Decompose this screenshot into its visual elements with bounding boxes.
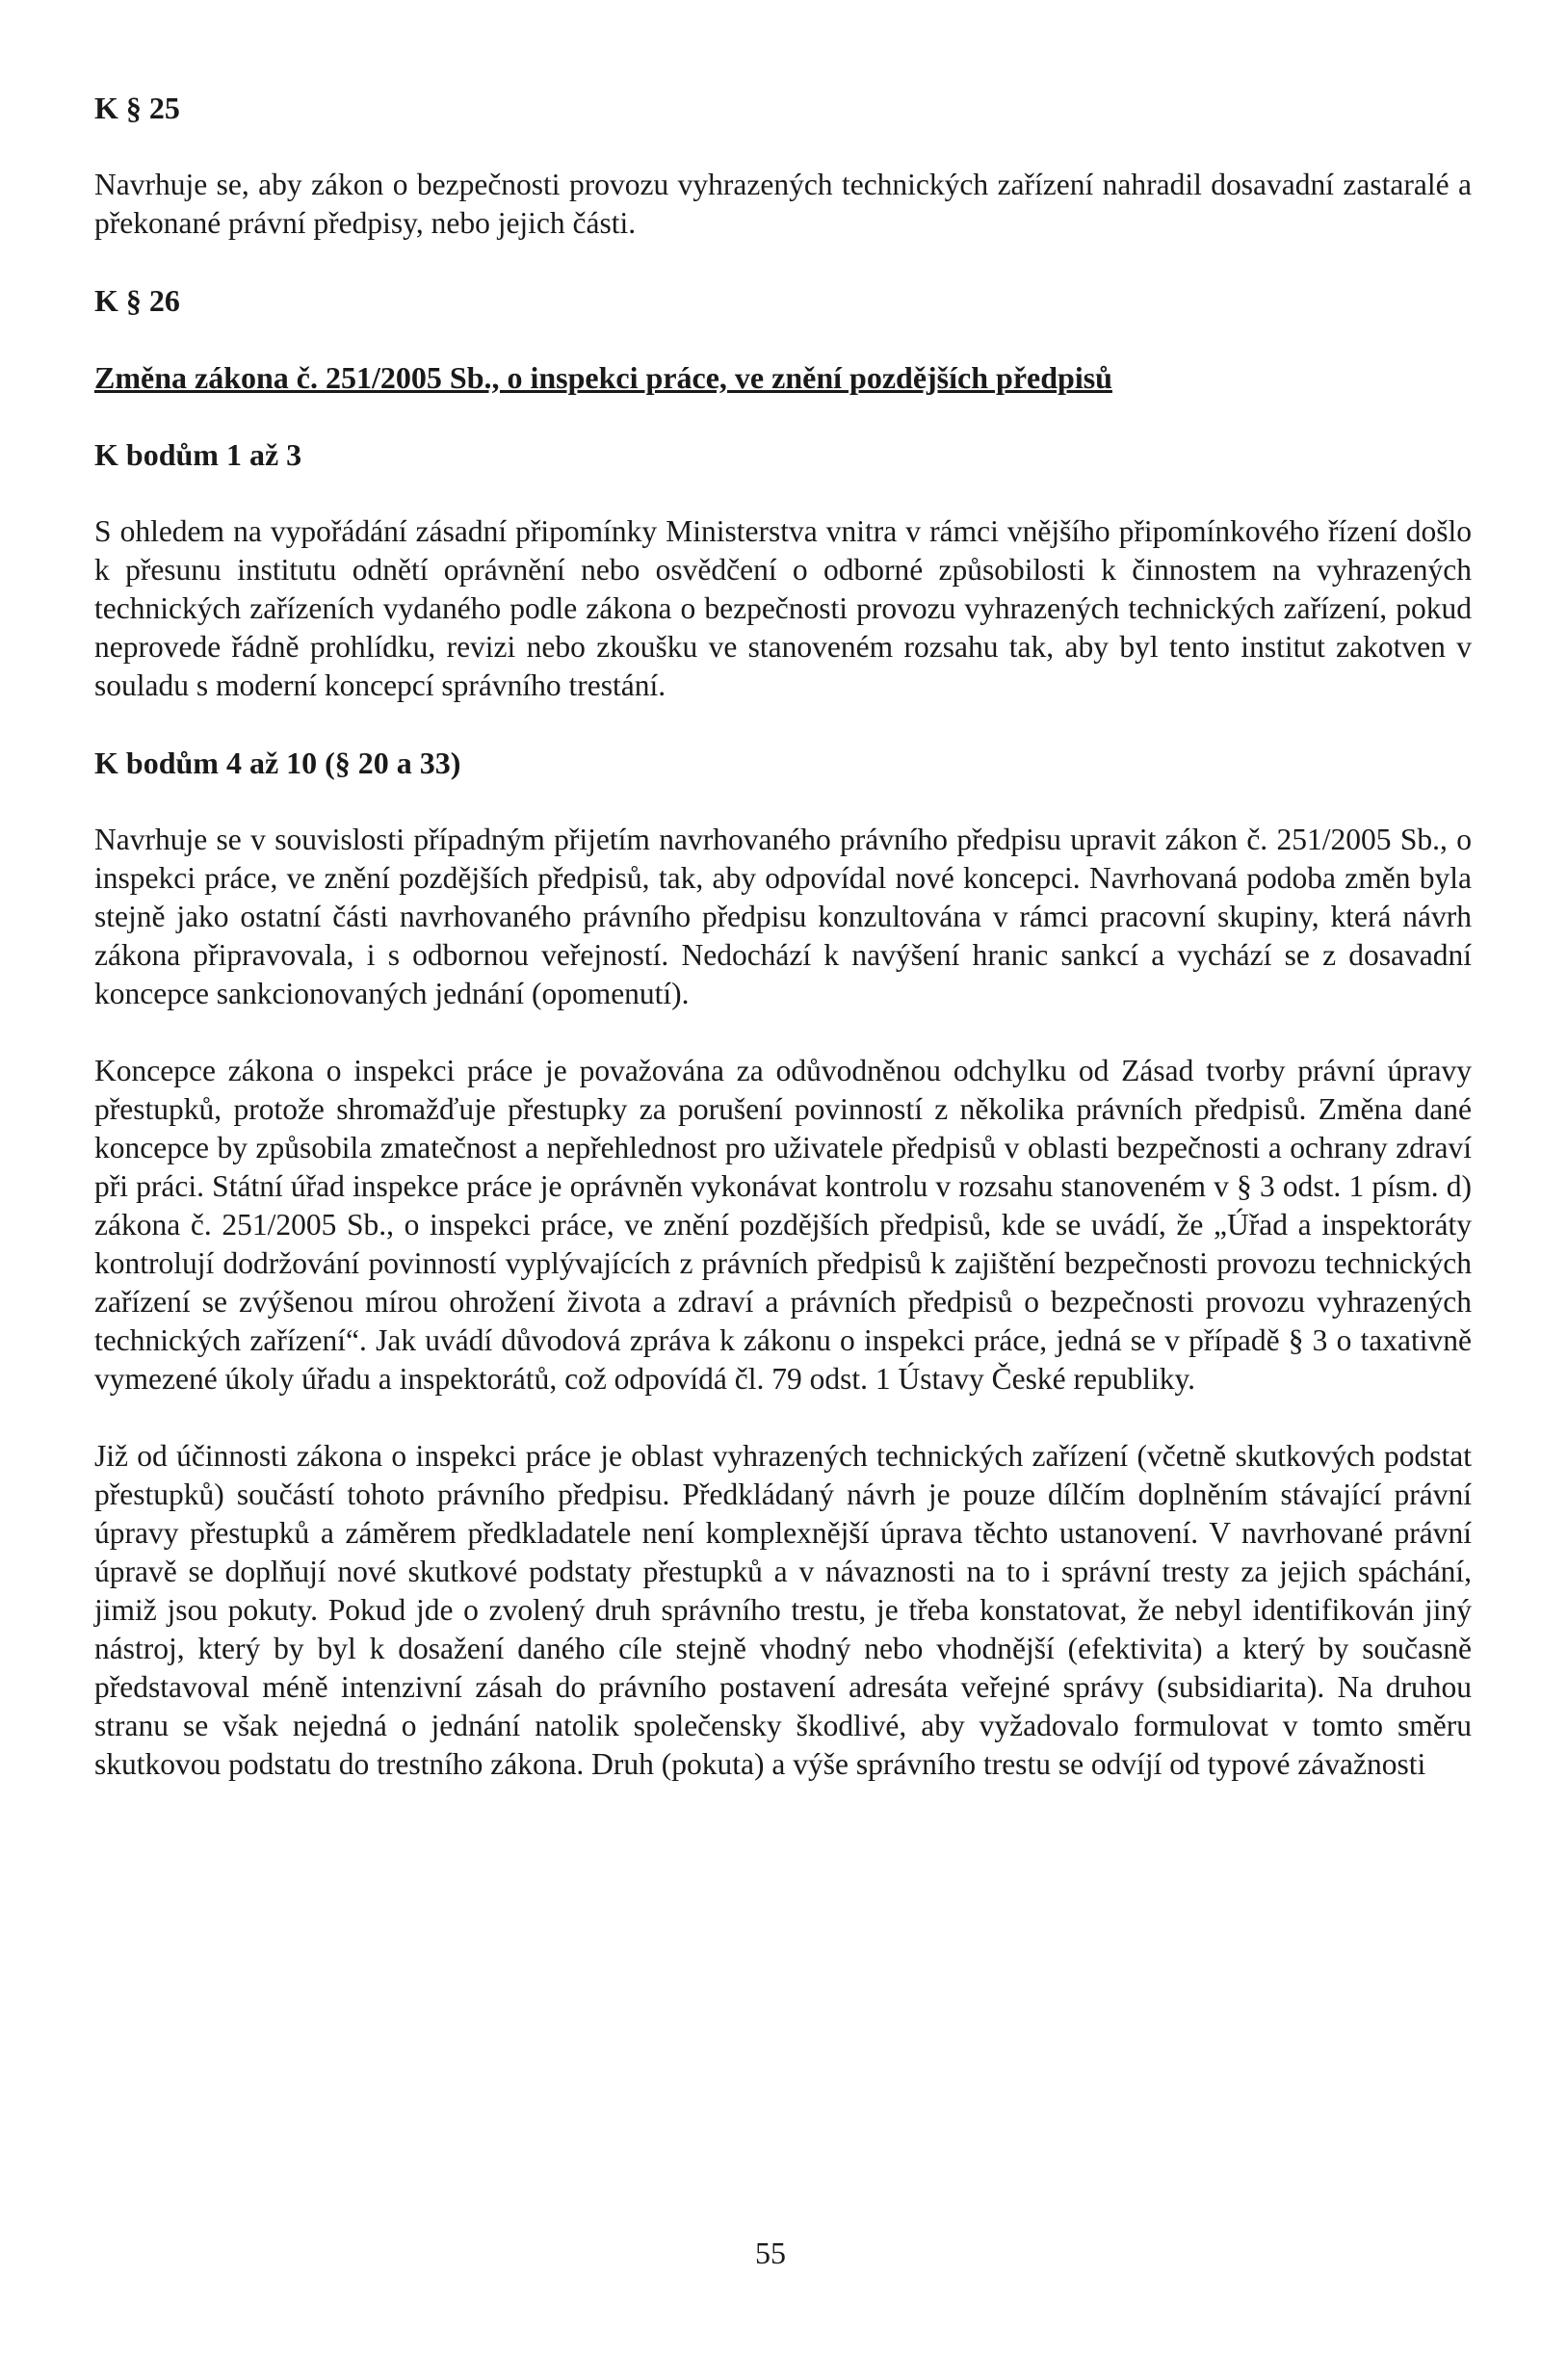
paragraph-points-4-10: Navrhuje se v souvislosti případným přijetím navrhovaného právního předpisu upravit zákon č. 251/2005 Sb., o inspekci práce, ve znění pozdějších předpisů, tak, aby odpovídal nové koncepci. Navrhovaná podoba změn byla stejně jako ostatní části navrhovaného právního předpisu konzultována v rámci pracovní skupiny, která návrh zákona připravovala, i s odbornou veřejností. Nedochází k navýšení hranic sankcí a vychází se z dosavadní koncepce sankcionovaných jednání (opomenutí). xyxy=(94,823,1472,1010)
heading-points-1-3: K bodům 1 až 3 xyxy=(94,437,302,472)
paragraph-effect: Již od účinnosti zákona o inspekci práce je oblast vyhrazených technických zařízení (včetně skutkových podstat přestupků) součástí tohoto právního předpisu. Předkládaný návrh je pouze dílčím doplněním stávající právní úpravy přestupků a záměrem předkladatele není komplexnější úprava těchto ustanovení. V navrhované právní úpravě se doplňují nové skutkové podstaty přestupků a v návaznosti na to i správní tresty za jejich spáchání, jimiž jsou pokuty. Pokud jde o zvolený druh správního trestu, je třeba konstatovat, že nebyl identifikován jiný nástroj, který by byl k dosažení daného cíle stejně vhodný nebo vhodnější (efektivita) a který by současně představoval méně intenzivní zásah do právního postavení adresáta veřejné správy (subsidiarita). Na druhou stranu se však nejedná o jednání natolik společensky škodlivé, aby vyžadovalo formulovat v tomto směru skutkovou podstatu do trestního zákona. Druh (pokuta) a výše správního trestu se odvíjí od typové závažnosti xyxy=(94,1439,1472,1781)
section-title-change: Změna zákona č. 251/2005 Sb., o inspekci práce, ve znění pozdějších předpisů xyxy=(94,360,1112,395)
paragraph-k25: Navrhuje se, aby zákon o bezpečnosti provozu vyhrazených technických zařízení nahradil dosavadní zastaralé a překonané právní předpisy, nebo jejich části. xyxy=(94,168,1472,240)
heading-points-4-10: K bodům 4 až 10 (§ 20 a 33) xyxy=(94,745,461,780)
document-page xyxy=(94,89,1472,1784)
paragraph-concept: Koncepce zákona o inspekci práce je považována za odůvodněnou odchylku od Zásad tvorby právní úpravy přestupků, protože shromažďuje přestupky za porušení povinností z několika právních předpisů. Změna dané koncepce by způsobila zmatečnost a nepřehlednost pro uživatele předpisů v oblasti bezpečnosti a ochrany zdraví při práci. Státní úřad inspekce práce je oprávněn vykonávat kontrolu v rozsahu stanoveném v § 3 odst. 1 písm. d) zákona č. 251/2005 Sb., o inspekci práce, ve znění pozdějších předpisů, kde se uvádí, že „Úřad a inspektoráty kontrolují dodržování povinností vyplývajících z právních předpisů k zajištění bezpečnosti provozu technických zařízení se zvýšenou mírou ohrožení života a zdraví a právních předpisů o bezpečnosti provozu vyhrazených technických zařízení“. Jak uvádí důvodová zpráva k zákonu o inspekci práce, jedná se v případě § 3 o taxativně vymezené úkoly úřadu a inspektorátů, což odpovídá čl. 79 odst. 1 Ústavy České republiky. xyxy=(94,1054,1472,1396)
paragraph-points-1-3: S ohledem na vypořádání zásadní připomínky Ministerstva vnitra v rámci vnějšího připomínkového řízení došlo k přesunu institutu odnětí oprávnění nebo osvědčení o odborné způsobilosti k činnostem na vyhrazených technických zařízeních vydaného podle zákona o bezpečnosti provozu vyhrazených technických zařízení, pokud neprovede řádně prohlídku, revizi nebo zkoušku ve stanoveném rozsahu tak, aby byl tento institut zakotven v souladu s moderní koncepcí správního trestání. xyxy=(94,514,1472,702)
heading-k26: K § 26 xyxy=(94,283,180,318)
heading-k25: K § 25 xyxy=(94,91,180,125)
page-number: 55 xyxy=(755,2236,786,2270)
